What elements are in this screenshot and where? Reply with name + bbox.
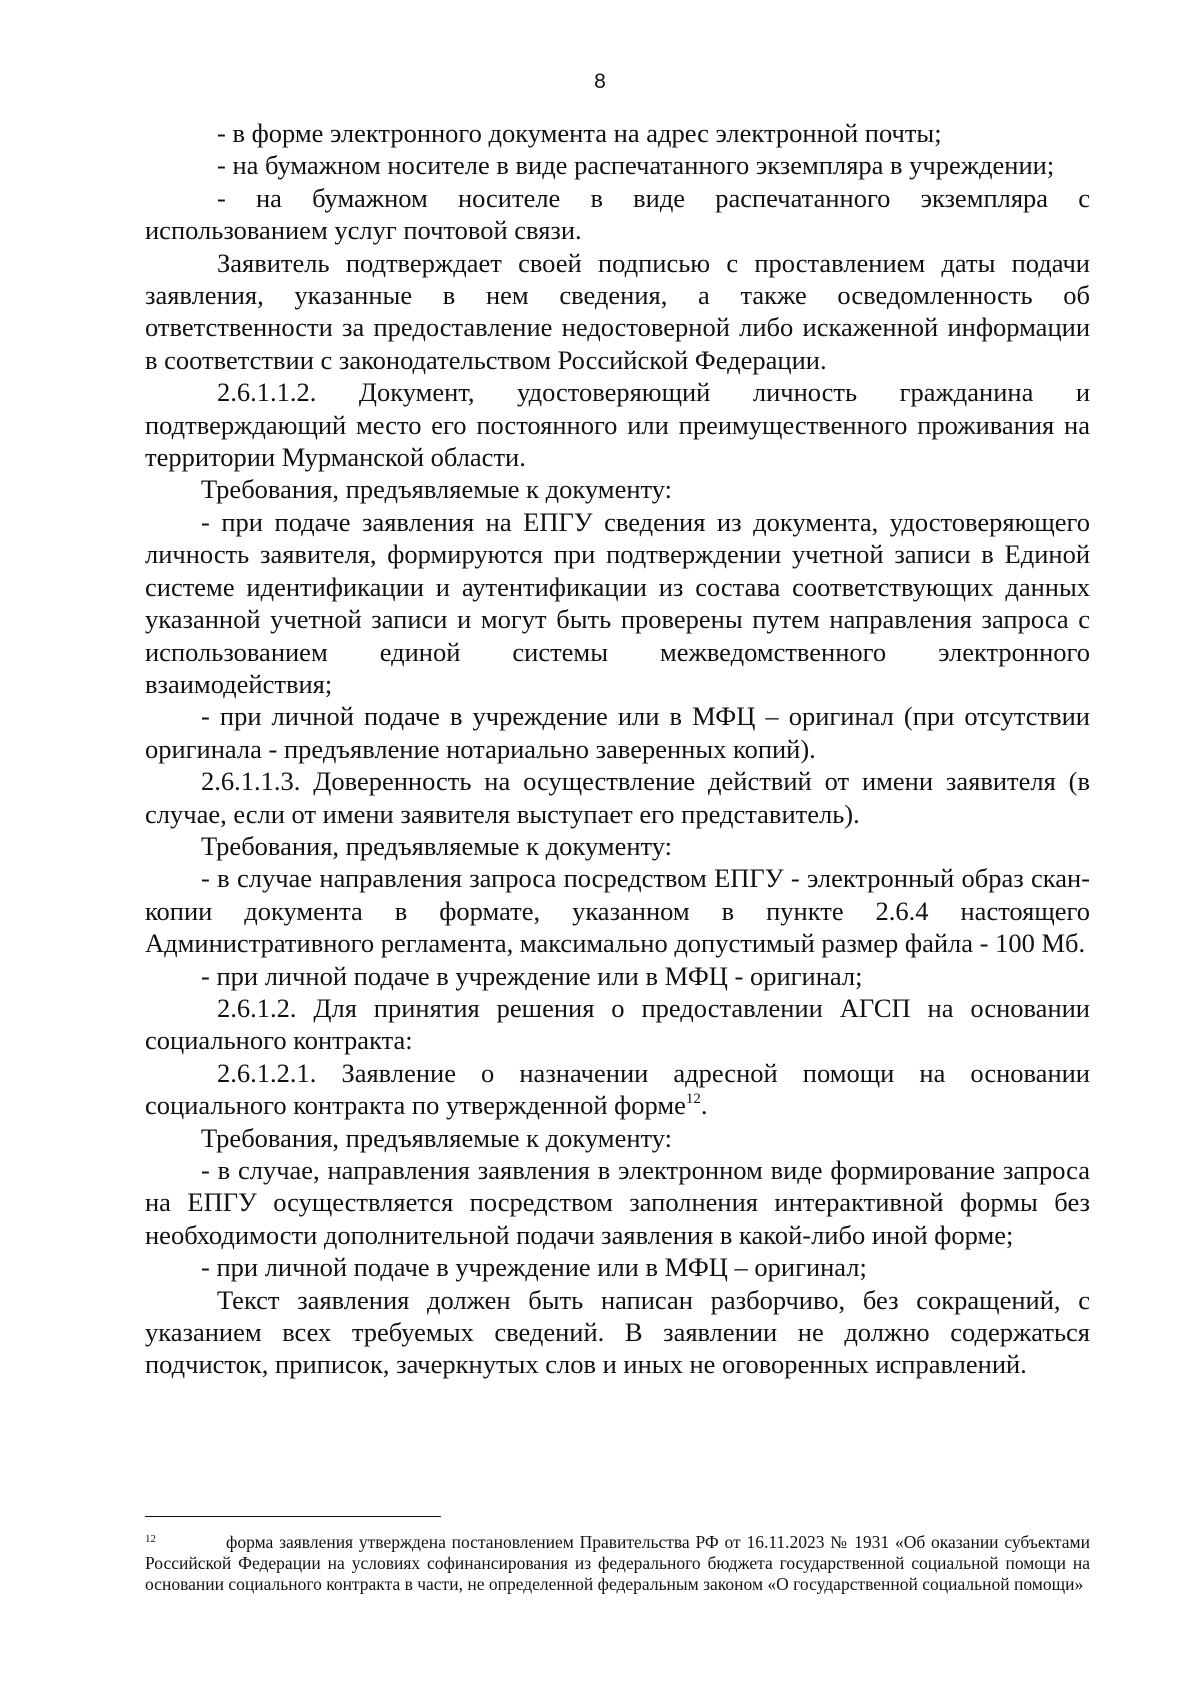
paragraph-with-footnote-ref <box>145 1057 1090 1122</box>
paragraph: 2.6.1.1.2. Документ, удостоверяющий личность гражданина и подтверждающий место его постоянного или преимущественного проживания на территории Мурманской области. <box>145 377 1090 473</box>
footnote-text: форма заявления утверждена постановлением Правительства РФ от 16.11.2023 № 1931 «Об оказании субъектами Российской Федерации на условиях софинансирования из федерального бюджета государственной социальной помощи на основании социального контракта в части, не определенной федеральным законом «О государственной социальной помощи» <box>145 1532 1090 1594</box>
paragraph: - при подаче заявления на ЕПГУ сведения из документа, удостоверяющего личность заявителя, формируются при подтверждении учетной записи в Единой системе идентификации и аутентификации из состава соответствующих данных указанной учетной записи и могут быть проверены путем направления запроса с использованием единой системы межведомственного электронного взаимодействия; <box>145 506 1090 699</box>
paragraph: 2.6.1.1.3. Доверенность на осуществление действий от имени заявителя (в случае, если от имени заявителя выступает его представитель). <box>145 766 1090 829</box>
paragraph: - при личной подаче в учреждение или в МФЦ - оригинал; <box>201 960 863 991</box>
document-body <box>145 117 1090 1381</box>
paragraph-end: . <box>700 1090 708 1121</box>
footnote-reference[interactable]: 12 <box>685 1091 701 1108</box>
footnote-separator <box>145 1516 441 1517</box>
paragraph-text: 2.6.1.2.1. Заявление о назначении адресной помощи на основании социального контракта по утвержденной форме <box>145 1057 1090 1121</box>
paragraph: Требования, предъявляемые к документу: <box>201 1122 673 1153</box>
paragraph: - в случае, направления заявления в электронном виде формирование запроса на ЕПГУ осуществляется посредством заполнения интерактивной формы без необходимости дополнительной подачи заявления в какой-либо иной форме; <box>145 1155 1090 1250</box>
footnote-mark: 12 <box>145 1533 156 1545</box>
paragraph: Требования, предъявляемые к документу: <box>201 474 673 505</box>
page-number: 8 <box>594 70 606 93</box>
paragraph: Заявитель подтверждает своей подписью с проставлением даты подачи заявления, указанные в нем сведения, а также осведомленность об ответственности за предоставление недостоверной либо искаженной информации в соответствии с законодательством Российской Федерации. <box>145 247 1090 375</box>
paragraph: - на бумажном носителе в виде распечатанного экземпляра в учреждении; <box>217 150 1055 181</box>
paragraph: - в случае направления запроса посредством ЕПГУ - электронный образ скан-копии документа в формате, указанном в пункте 2.6.4 настоящего Административного регламента, максимально допустимый размер файла - 100 Мб. <box>145 863 1090 959</box>
paragraph: - при личной подаче в учреждение или в МФЦ – оригинал (при отсутствии оригинала - предъявление нотариально заверенных копий). <box>145 701 1090 764</box>
footnote <box>145 1532 1090 1595</box>
paragraph: - при личной подаче в учреждение или в МФЦ – оригинал; <box>201 1252 867 1283</box>
paragraph: Требования, предъявляемые к документу: <box>201 830 673 861</box>
paragraph: 2.6.1.2. Для принятия решения о предоставлении АГСП на основании социального контракта: <box>145 992 1090 1056</box>
paragraph: Текст заявления должен быть написан разборчиво, без сокращений, с указанием всех требуемых сведений. В заявлении не должно содержаться подчисток, приписок, зачеркнутых слов и иных не оговоренных исправлений. <box>145 1284 1090 1380</box>
paragraph: - на бумажном носителе в виде распечатанного экземпляра с использованием услуг почтовой связи. <box>145 182 1090 246</box>
paragraph: - в форме электронного документа на адрес электронной почты; <box>217 118 942 148</box>
